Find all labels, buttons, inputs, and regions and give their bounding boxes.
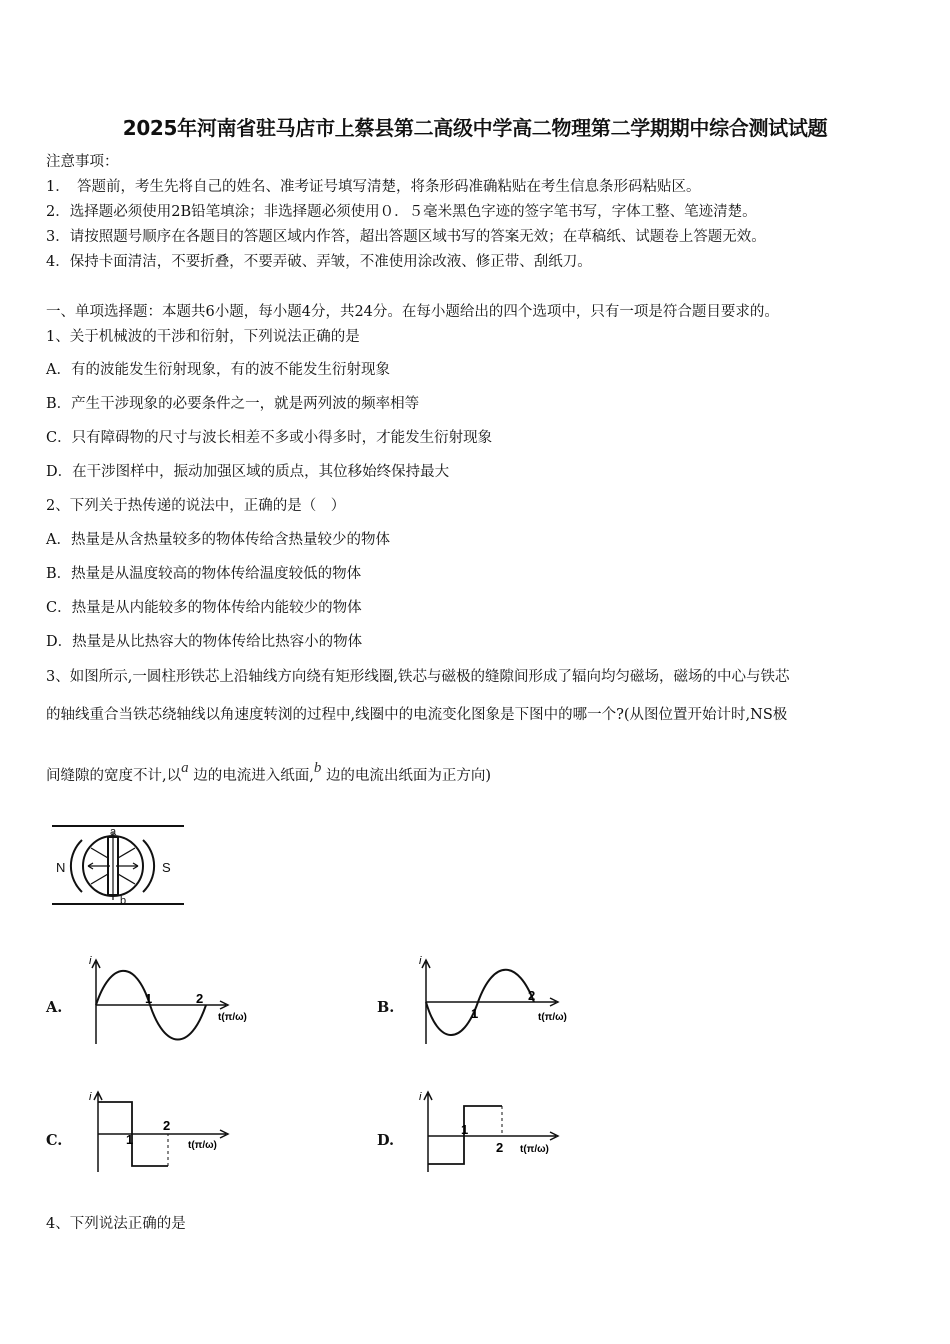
x-axis-label: t(π/ω) [538, 1012, 567, 1023]
tick-1-label: 1 [471, 1006, 479, 1021]
q2-option-d: D．热量是从比热容大的物体传给比热容小的物体 [46, 634, 363, 650]
edge-b-label: b [120, 895, 127, 907]
x-axis-label: t(π/ω) [188, 1140, 217, 1151]
graph-option-b [410, 952, 600, 1048]
var-a: a [181, 760, 189, 776]
x-axis-label: t(π/ω) [520, 1144, 549, 1155]
pole-s-label: S [162, 860, 171, 875]
notice-item-1: 1． 答题前，考生先将自己的姓名、准考证号填写清楚，将条形码准确粘贴在考生信息条形码粘贴区。 [46, 179, 701, 195]
q2-stem: 2、下列关于热传递的说法中，正确的是（ ） [46, 498, 346, 514]
graph-option-c [80, 1086, 270, 1176]
tick-1-label: 1 [461, 1122, 469, 1137]
q3-line-3-part-3: 边的电流出纸面为正方向) [325, 768, 492, 784]
q1-option-b: B．产生干涉现象的必要条件之一，就是两列波的频率相等 [46, 396, 420, 412]
pole-n-face [71, 840, 82, 892]
graph-option-a-label: A. [46, 999, 63, 1016]
q3-line-1: 3、如图所示,一圆柱形铁芯上沿轴线方向绕有矩形线圈,铁芯与磁极的缝隙间形成了辐向均匀磁场，磁场的中心与铁芯 [46, 669, 790, 685]
edge-a-label: a [110, 826, 117, 838]
q3-line-3-part-1: 间缝隙的宽度不计,以 [46, 768, 182, 784]
y-axis-label: i [419, 1091, 422, 1103]
graph-option-d-label: D. [377, 1132, 395, 1149]
tick-2-label: 2 [496, 1140, 504, 1155]
q2-option-b: B．热量是从温度较高的物体传给温度较低的物体 [46, 566, 362, 582]
graph-option-c-label: C. [46, 1132, 63, 1149]
x-axis [428, 1132, 558, 1140]
q1-option-c: C．只有障碍物的尺寸与波长相差不多或小得多时，才能发生衍射现象 [46, 430, 493, 446]
pole-s-face [143, 840, 154, 892]
y-axis [424, 1092, 432, 1172]
notice-heading: 注意事项： [46, 154, 119, 170]
q3-line-2: 的轴线重合当铁芯绕轴线以角速度转浏的过程中,线圈中的电流变化图象是下图中的哪一个?(从图位置开始计时,NS极 [46, 707, 788, 723]
q3-line-3-part-2: 边的电流进入纸面, [193, 768, 314, 784]
page-title: 2025年河南省驻马店市上蔡县第二高级中学高二物理第二学期期中综合测试试题 [122, 116, 828, 140]
y-axis-label: i [419, 955, 422, 967]
x-axis-label: t(π/ω) [218, 1012, 247, 1023]
graph-option-a [80, 952, 270, 1048]
y-axis-label: i [89, 955, 92, 967]
pole-n-label: N [56, 860, 66, 875]
notice-item-2: 2．选择题必须使用2B铅笔填涂；非选择题必须使用０．５毫米黑色字迹的签字笔书写，字体工整、笔迹清楚。 [46, 204, 757, 220]
tick-2-label: 2 [528, 988, 536, 1003]
notice-item-3: 3．请按照题号顺序在各题目的答题区域内作答，超出答题区域书写的答案无效；在草稿纸、试题卷上答题无效。 [46, 229, 766, 245]
tick-2-label: 2 [196, 991, 204, 1006]
var-b: b [313, 760, 322, 776]
q1-option-d: D．在干涉图样中，振动加强区域的质点，其位移始终保持最大 [46, 464, 450, 480]
graph-option-d [410, 1086, 600, 1176]
q1-option-a: A．有的波能发生衍射现象，有的波不能发生衍射现象 [46, 362, 390, 378]
y-axis-label: i [89, 1091, 92, 1103]
graph-option-b-label: B. [377, 999, 395, 1016]
x-axis [426, 998, 558, 1006]
tick-1-label: 1 [126, 1132, 134, 1147]
notice-item-4: 4．保持卡面清洁，不要折叠，不要弄破、弄皱，不准使用涂改液、修正带、刮纸刀。 [46, 254, 592, 270]
q2-option-c: C．热量是从内能较多的物体传给内能较少的物体 [46, 600, 362, 616]
q1-stem: 1、关于机械波的干涉和衍射，下列说法正确的是 [46, 329, 360, 345]
q4-stem: 4、下列说法正确的是 [46, 1216, 186, 1232]
y-axis [94, 1092, 102, 1172]
q3-line-3 [46, 760, 492, 786]
tick-1-label: 1 [145, 991, 153, 1006]
section-heading: 一、单项选择题：本题共6小题，每小题4分，共24分。在每小题给出的四个选项中，只有一项是符合题目要求的。 [46, 304, 779, 320]
tick-2-label: 2 [163, 1118, 171, 1133]
q2-option-a: A．热量是从含热量较多的物体传给含热量较少的物体 [46, 532, 390, 548]
x-axis [96, 1001, 228, 1009]
magnet-core-figure [44, 818, 194, 910]
